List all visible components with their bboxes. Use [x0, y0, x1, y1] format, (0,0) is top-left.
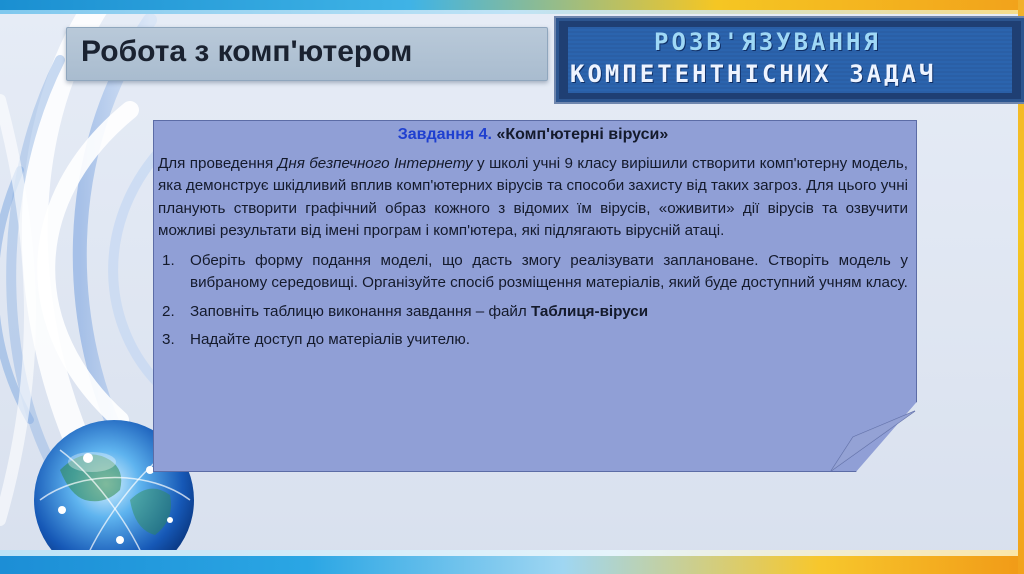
bottom-accent-stripe	[0, 556, 1024, 574]
step-number: 1.	[162, 251, 175, 269]
step-text: Оберіть форму подання моделі, що дасть змогу реалізувати заплановане. Створіть модель у вибраному середовищі. Організуйте спосіб розміщення матеріалів, який буде доступний учням класу.	[190, 251, 908, 291]
page-curl-icon	[825, 409, 917, 473]
title-bar	[66, 27, 548, 81]
top-accent-stripe-light	[0, 10, 1024, 14]
banner-line-2: КОМПЕТЕНТНІСНИХ ЗАДАЧ	[570, 60, 937, 88]
banner-line-1: РОЗВ'ЯЗУВАННЯ	[654, 28, 881, 56]
task-content	[158, 124, 908, 358]
task-heading	[158, 124, 908, 147]
list-item	[158, 329, 908, 352]
list-item	[158, 301, 908, 324]
step-text: Надайте доступ до матеріалів учителю.	[190, 331, 471, 348]
slide-title: Робота з комп'ютером	[81, 35, 413, 68]
step-number: 2.	[162, 302, 175, 320]
topic-banner	[554, 16, 1024, 104]
step-file-name: Таблиця-віруси	[530, 302, 649, 320]
top-accent-stripe	[0, 0, 1024, 10]
intro-text-end: у школі учні 9 класу вирішили створити комп'ютерну модель, яка демонструє шкідливий вплив комп'ютерних вірусів та способи захисту від таких загроз. Для цього учні планують створити графічний образ кожного з відомих їм вірусів, «оживити» дії вірусів та озвучити можливі результати від імені програм і комп'ютера, які підлягають вірусній атаці.	[158, 154, 908, 239]
task-intro	[158, 153, 908, 243]
list-item	[158, 250, 908, 295]
task-number: Завдання 4.	[397, 126, 492, 143]
task-title: «Комп'ютерні віруси»	[496, 126, 669, 143]
step-text: Заповніть таблицю виконання завдання – файл	[190, 302, 531, 320]
step-number: 3.	[162, 331, 175, 348]
intro-text-italic: Дня безпечного Інтернету	[277, 154, 473, 172]
task-steps	[158, 250, 908, 352]
intro-text-start: Для проведення	[158, 154, 278, 172]
